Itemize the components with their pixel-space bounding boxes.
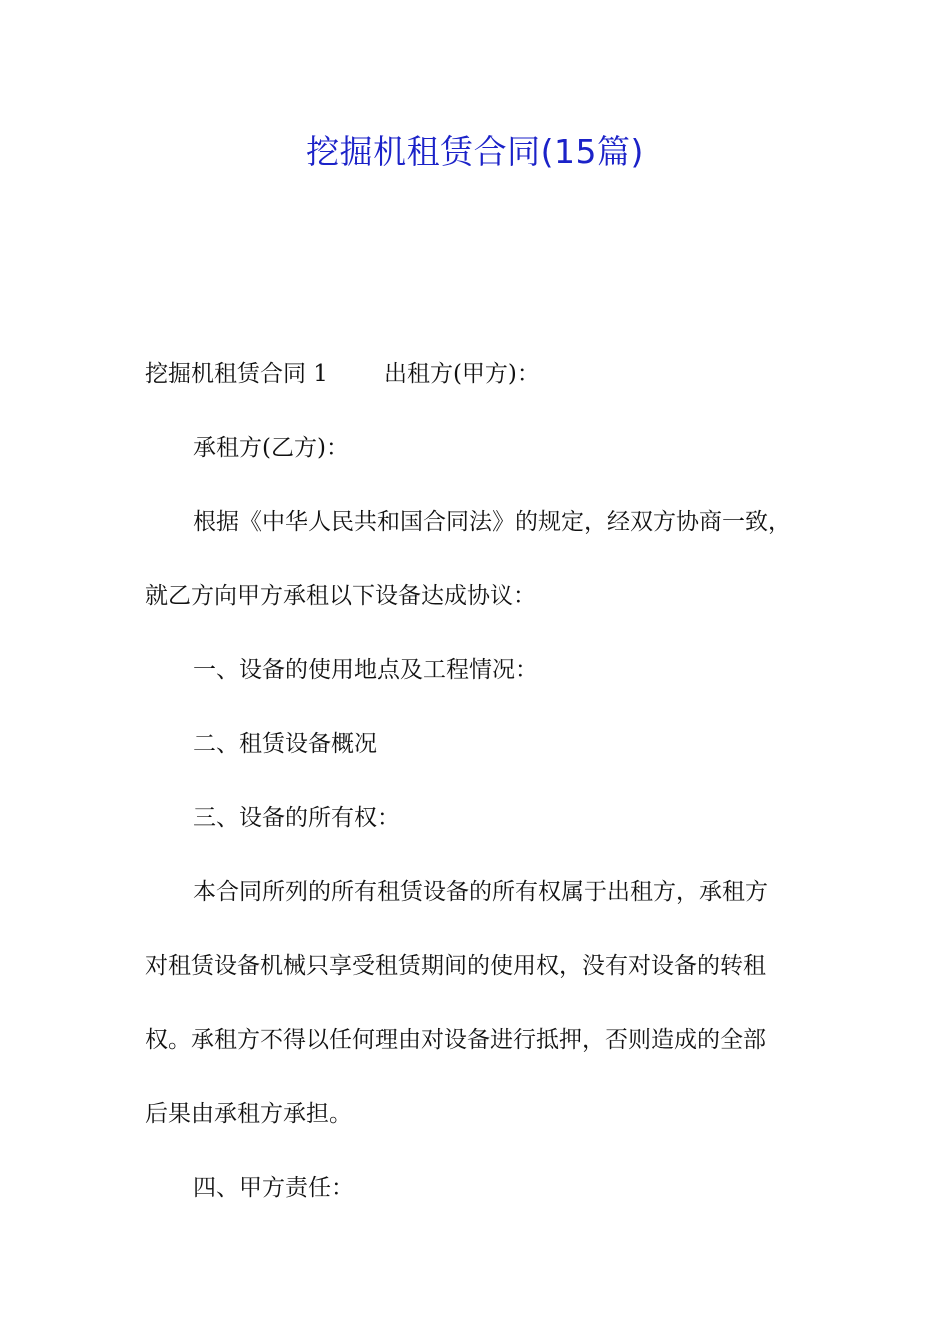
- contract-heading-line: [145, 337, 825, 411]
- paragraph-line: 权。承租方不得以任何理由对设备进行抵押，否则造成的全部: [145, 1027, 766, 1053]
- lessor-label: 出租方(甲方)：: [383, 361, 540, 387]
- paragraph-line: 本合同所列的所有租赁设备的所有权属于出租方，承租方: [193, 879, 768, 905]
- lessee-label: 承租方(乙方)：: [193, 435, 349, 461]
- contract-number: 挖掘机租赁合同 1: [145, 361, 328, 387]
- section-heading: 一、设备的使用地点及工程情况：: [193, 657, 538, 683]
- document-title: 挖掘机租赁合同(15篇): [306, 132, 644, 171]
- paragraph-line: 后果由承租方承担。: [145, 1101, 352, 1127]
- paragraph-line: 根据《中华人民共和国合同法》的规定，经双方协商一致，: [193, 509, 791, 535]
- section-heading: 三、设备的所有权：: [193, 805, 400, 831]
- section-heading: 四、甲方责任：: [193, 1175, 354, 1201]
- paragraph-line: 就乙方向甲方承租以下设备达成协议：: [145, 583, 536, 609]
- document-body: [145, 337, 825, 1225]
- paragraph-line: 对租赁设备机械只享受租赁期间的使用权，没有对设备的转租: [145, 953, 766, 979]
- section-heading: 二、租赁设备概况: [193, 731, 377, 757]
